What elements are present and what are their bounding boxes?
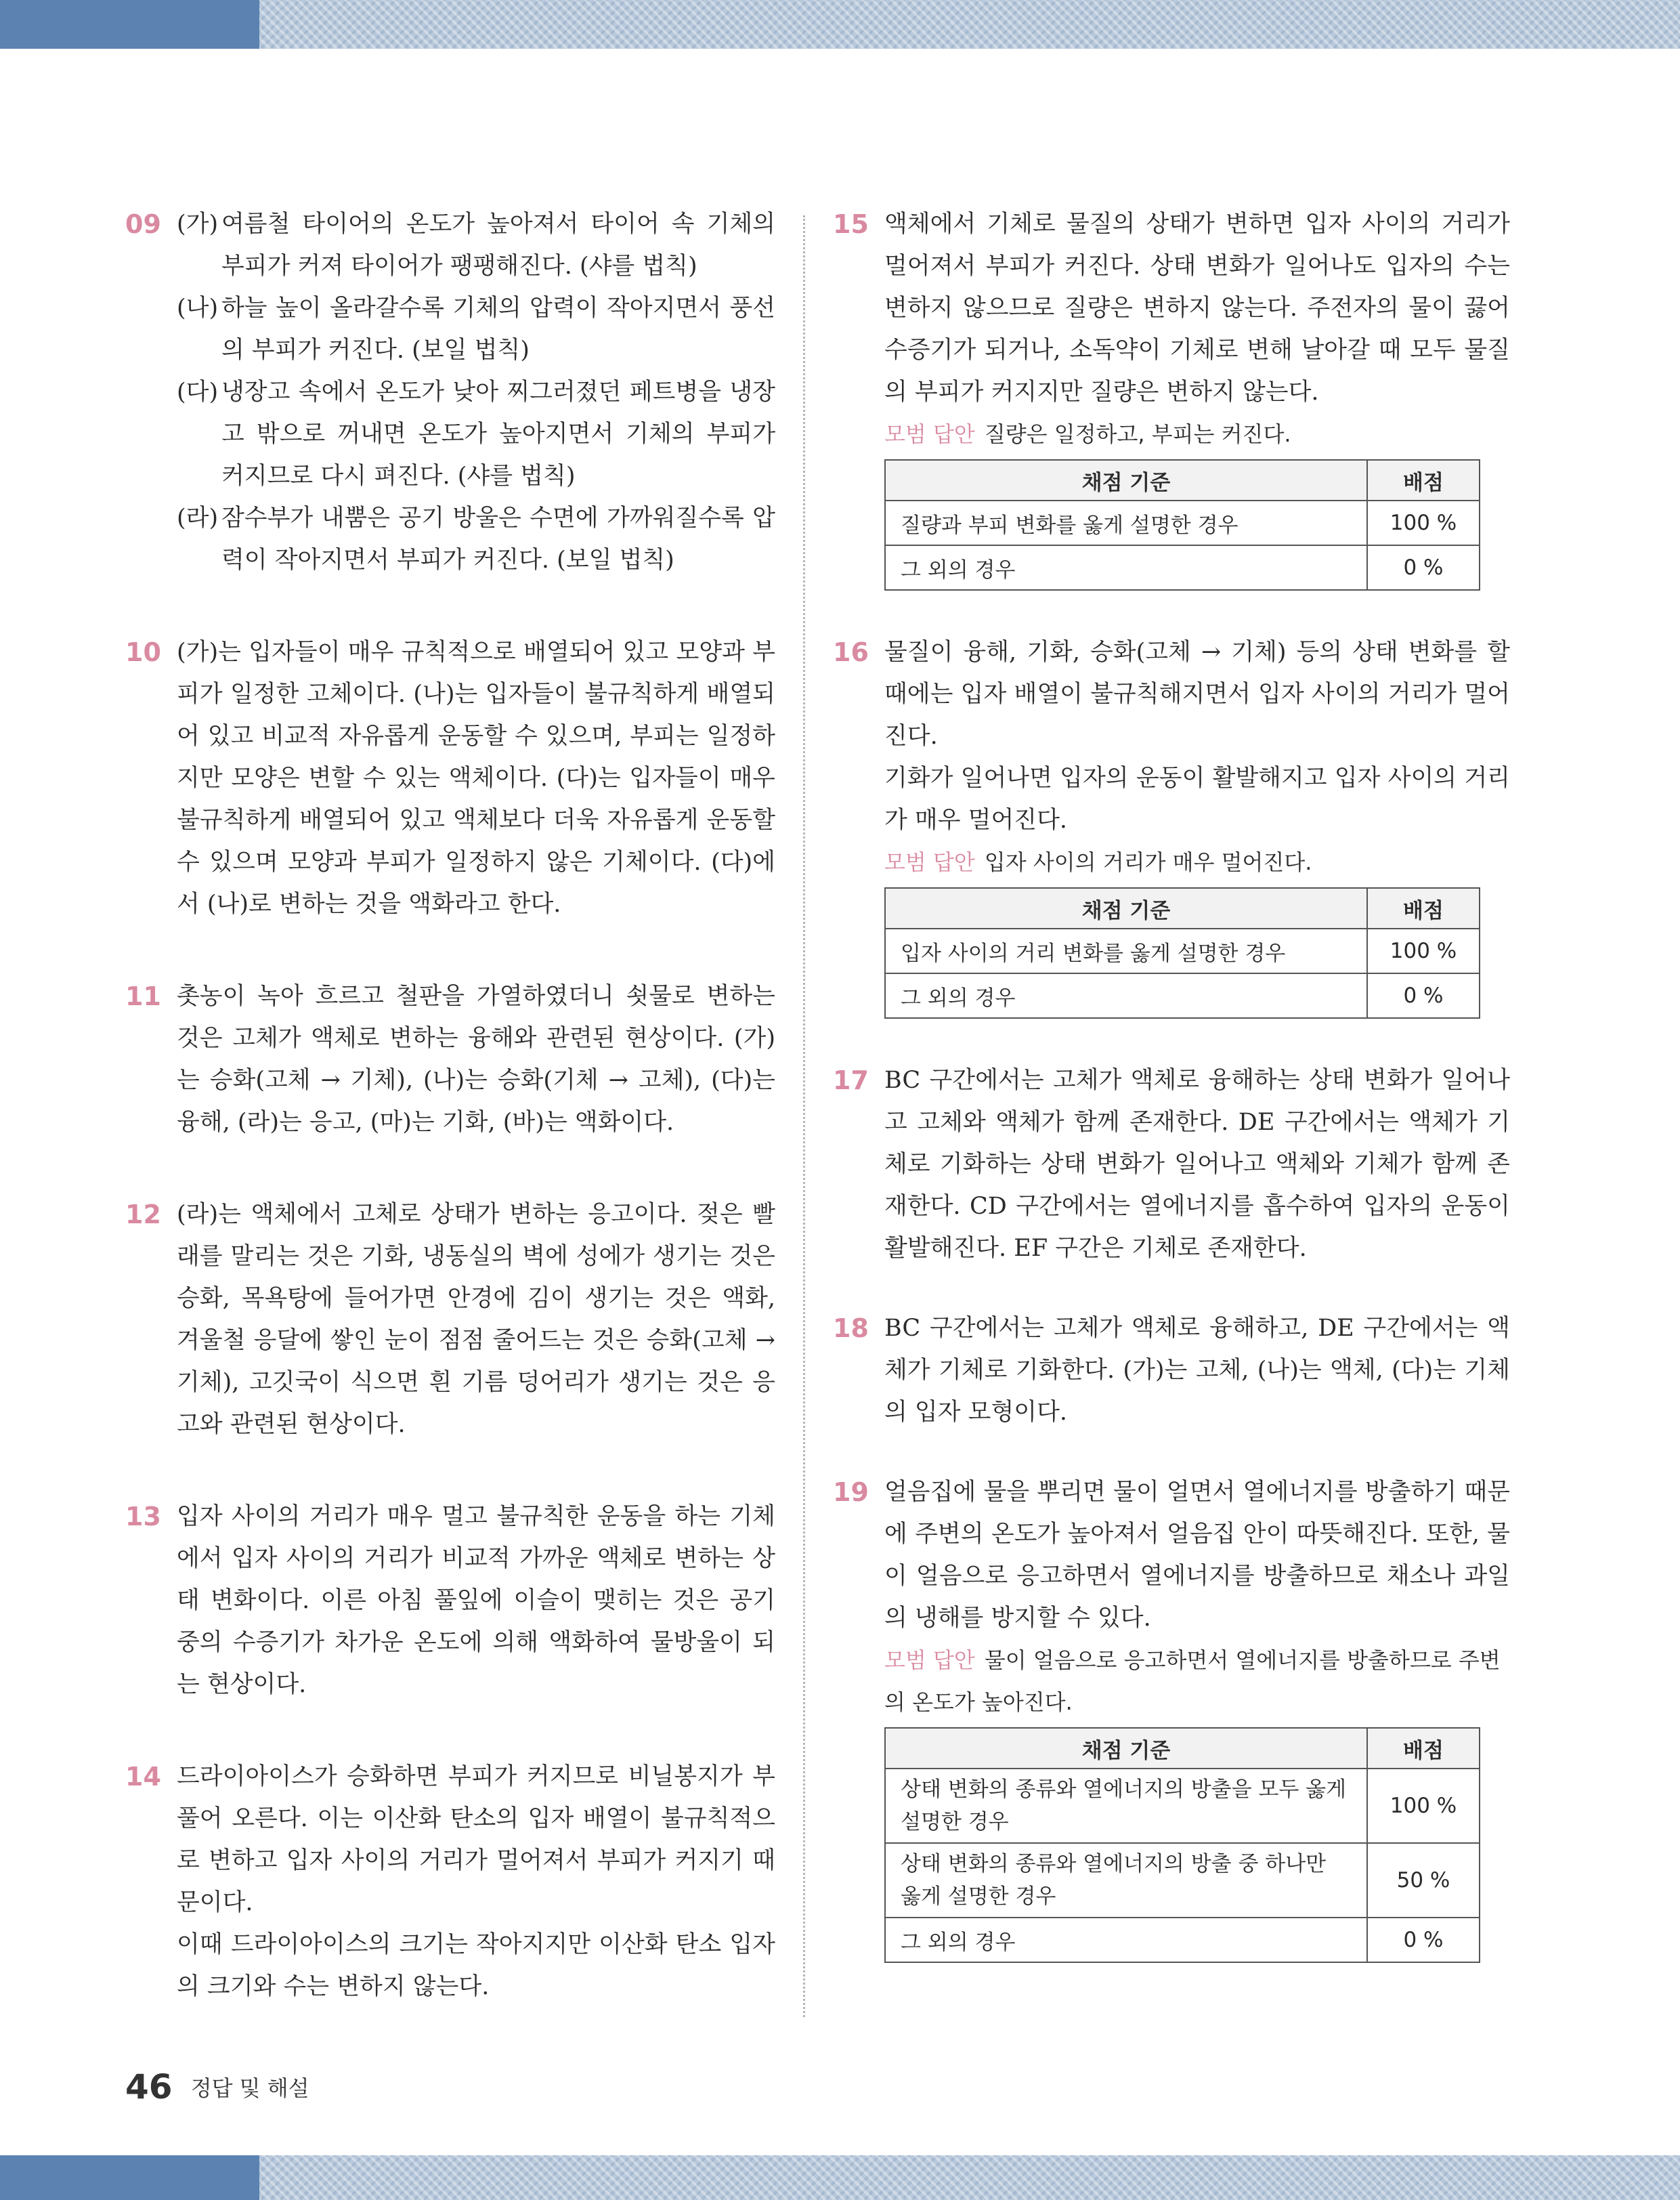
top-decorative-band xyxy=(0,0,1680,49)
item-text: 여름철 타이어의 온도가 높아져서 타이어 속 기체의 부피가 커져 타이어가 팽팽해진다. (샤를 법칙) xyxy=(221,211,775,280)
criteria-header: 채점 기준 xyxy=(885,460,1367,501)
criteria-cell: 그 외의 경우 xyxy=(885,1918,1367,1962)
model-answer xyxy=(884,841,1510,883)
scoring-table xyxy=(884,459,1480,591)
item-marker: (다) xyxy=(177,379,219,406)
points-header: 배점 xyxy=(1367,888,1480,929)
answer-text: BC 구간에서는 고체가 액체로 융해하고, DE 구간에서는 액체가 기체로 기화한다. (가)는 고체, (나)는 액체, (다)는 기체의 입자 모형이다. xyxy=(884,1315,1510,1426)
criteria-cell: 입자 사이의 거리 변화를 옳게 설명한 경우 xyxy=(885,929,1367,973)
answer-18 xyxy=(833,1307,1510,1433)
points-cell: 100 % xyxy=(1367,1769,1480,1843)
model-answer-text: 질량은 일정하고, 부피는 커진다. xyxy=(984,421,1291,447)
answer-09-item-ra xyxy=(177,497,775,581)
left-column xyxy=(125,203,775,2008)
answer-text: 기화가 일어나면 입자의 운동이 활발해지고 입자 사이의 거리가 매우 멀어진다. xyxy=(884,765,1510,834)
points-header: 배점 xyxy=(1367,1728,1480,1769)
scoring-table xyxy=(884,1727,1480,1963)
model-answer-label: 모범 답안 xyxy=(884,1647,975,1673)
answer-11 xyxy=(125,975,775,1143)
model-answer-text: 물이 얼음으로 응고하면서 열에너지를 방출하므로 주변의 온도가 높아진다. xyxy=(884,1647,1501,1715)
answer-09 xyxy=(125,203,775,581)
model-answer-text: 입자 사이의 거리가 매우 멀어진다. xyxy=(984,849,1312,875)
model-answer xyxy=(884,413,1510,455)
question-number: 10 xyxy=(125,637,161,667)
question-number: 13 xyxy=(125,1502,161,1531)
table-row xyxy=(885,1843,1480,1918)
model-answer xyxy=(884,1639,1510,1723)
item-marker: (라) xyxy=(177,505,219,532)
item-text: 잠수부가 내뿜은 공기 방울은 수면에 가까워질수록 압력이 작아지면서 부피가 커진다. (보일 법칙) xyxy=(221,505,775,574)
points-cell: 50 % xyxy=(1367,1843,1480,1918)
answer-16 xyxy=(833,631,1510,1019)
answer-09-item-ga xyxy=(177,203,775,287)
item-text: 냉장고 속에서 온도가 낮아 찌그러졌던 페트병을 냉장고 밖으로 꺼내면 온도가 높아지면서 기체의 부피가 커지므로 다시 펴진다. (샤를 법칙) xyxy=(221,379,775,490)
table-row xyxy=(885,929,1480,973)
table-row xyxy=(885,501,1480,545)
question-number: 17 xyxy=(833,1065,869,1095)
question-number: 15 xyxy=(833,209,869,239)
item-marker: (나) xyxy=(177,295,219,322)
question-number: 09 xyxy=(125,209,161,239)
answer-text: 이때 드라이아이스의 크기는 작아지지만 이산화 탄소 입자의 크기와 수는 변하지 않는다. xyxy=(177,1931,775,2000)
criteria-cell: 질량과 부피 변화를 옳게 설명한 경우 xyxy=(885,501,1367,545)
scoring-table xyxy=(884,887,1480,1019)
model-answer-label: 모범 답안 xyxy=(884,849,975,875)
question-number: 16 xyxy=(833,637,869,667)
column-divider xyxy=(803,215,805,2017)
table-row xyxy=(885,1769,1480,1843)
points-cell: 0 % xyxy=(1367,973,1480,1018)
answer-text: (가)는 입자들이 매우 규칙적으로 배열되어 있고 모양과 부피가 일정한 고체이다. (나)는 입자들이 불규칙하게 배열되어 있고 비교적 자유롭게 운동할 수 있으며, 부피는 일정하지만 모양은 변할 수 있는 액체이다. (다)는 입자들이 매우 불규칙하게 배열되어 있고 액체보다 더욱 자유롭게 운동할 수 있으며 모양과 부피가 일정하지 않은 기체이다. (다)에서 (나)로 변하는 것을 액화라고 한다. xyxy=(177,639,775,918)
question-number: 12 xyxy=(125,1200,161,1229)
answer-text: 드라이아이스가 승화하면 부피가 커지므로 비닐봉지가 부풀어 오른다. 이는 이산화 탄소의 입자 배열이 불규칙적으로 변하고 입자 사이의 거리가 멀어져서 부피가 커지기 때문이다. xyxy=(177,1763,775,1916)
answer-text: 물질이 융해, 기화, 승화(고체 → 기체) 등의 상태 변화를 할 때에는 입자 배열이 불규칙해지면서 입자 사이의 거리가 멀어진다. xyxy=(884,639,1510,750)
answer-15 xyxy=(833,203,1510,591)
item-marker: (가) xyxy=(177,211,219,238)
answer-text: 촛농이 녹아 흐르고 철판을 가열하였더니 쇳물로 변하는 것은 고체가 액체로 변하는 융해와 관련된 현상이다. (가)는 승화(고체 → 기체), (나)는 승화(기체 → 고체), (다)는 융해, (라)는 응고, (마)는 기화, (바)는 액화이다. xyxy=(177,983,775,1136)
answer-text: 액체에서 기체로 물질의 상태가 변하면 입자 사이의 거리가 멀어져서 부피가 커진다. 상태 변화가 일어나도 입자의 수는 변하지 않으므로 질량은 변하지 않는다. 주전자의 물이 끓어 수증기가 되거나, 소독약이 기체로 변해 날아갈 때 모두 물질의 부피가 커지지만 질량은 변하지 않는다. xyxy=(884,211,1510,406)
answer-19 xyxy=(833,1471,1510,1963)
points-cell: 100 % xyxy=(1367,929,1480,973)
answer-10 xyxy=(125,631,775,925)
question-number: 14 xyxy=(125,1762,161,1792)
answer-09-item-na xyxy=(177,287,775,371)
points-cell: 0 % xyxy=(1367,1918,1480,1962)
answer-text: 입자 사이의 거리가 매우 멀고 불규칙한 운동을 하는 기체에서 입자 사이의 거리가 비교적 가까운 액체로 변하는 상태 변화이다. 이른 아침 풀잎에 이슬이 맺히는 것은 공기 중의 수증기가 차가운 온도에 의해 액화하여 물방울이 되는 현상이다. xyxy=(177,1503,775,1698)
points-header: 배점 xyxy=(1367,460,1480,501)
right-column xyxy=(833,203,1510,1963)
page-footer xyxy=(125,2067,309,2107)
answer-text: 얼음집에 물을 뿌리면 물이 얼면서 열에너지를 방출하기 때문에 주변의 온도가 높아져서 얼음집 안이 따뜻해진다. 또한, 물이 얼음으로 응고하면서 열에너지를 방출하므로 채소나 과일의 냉해를 방지할 수 있다. xyxy=(884,1479,1510,1632)
answer-12 xyxy=(125,1193,775,1445)
question-number: 19 xyxy=(833,1477,869,1507)
model-answer-label: 모범 답안 xyxy=(884,421,975,447)
question-number: 18 xyxy=(833,1313,869,1343)
bottom-decorative-band xyxy=(0,2155,1680,2200)
bottom-band-accent xyxy=(0,2155,259,2200)
points-cell: 100 % xyxy=(1367,501,1480,545)
answer-13 xyxy=(125,1496,775,1706)
criteria-header: 채점 기준 xyxy=(885,888,1367,929)
table-row xyxy=(885,545,1480,590)
criteria-cell: 그 외의 경우 xyxy=(885,973,1367,1018)
criteria-cell: 상태 변화의 종류와 열에너지의 방출 중 하나만 옳게 설명한 경우 xyxy=(885,1843,1367,1918)
table-row xyxy=(885,1918,1480,1962)
answer-14 xyxy=(125,1756,775,2008)
table-row xyxy=(885,973,1480,1018)
points-cell: 0 % xyxy=(1367,545,1480,590)
answer-text: BC 구간에서는 고체가 액체로 융해하는 상태 변화가 일어나고 고체와 액체가 함께 존재한다. DE 구간에서는 액체가 기체로 기화하는 상태 변화가 일어나고 액체와 기체가 함께 존재한다. CD 구간에서는 열에너지를 흡수하여 입자의 운동이 활발해진다. EF 구간은 기체로 존재한다. xyxy=(884,1067,1510,1262)
top-band-accent xyxy=(0,0,259,49)
criteria-header: 채점 기준 xyxy=(885,1728,1367,1769)
question-number: 11 xyxy=(125,981,161,1011)
criteria-cell: 상태 변화의 종류와 열에너지의 방출을 모두 옳게 설명한 경우 xyxy=(885,1769,1367,1843)
page-number: 46 xyxy=(125,2067,173,2107)
section-title: 정답 및 해설 xyxy=(190,2075,309,2101)
answer-text: (라)는 액체에서 고체로 상태가 변하는 응고이다. 젖은 빨래를 말리는 것은 기화, 냉동실의 벽에 성에가 생기는 것은 승화, 목욕탕에 들어가면 안경에 김이 생기는 것은 액화, 겨울철 응달에 쌓인 눈이 점점 줄어드는 것은 승화(고체 → 기체), 고깃국이 식으면 흰 기름 덩어리가 생기는 것은 응고와 관련된 현상이다. xyxy=(177,1201,775,1438)
criteria-cell: 그 외의 경우 xyxy=(885,545,1367,590)
item-text: 하늘 높이 올라갈수록 기체의 압력이 작아지면서 풍선의 부피가 커진다. (보일 법칙) xyxy=(221,295,775,364)
answer-17 xyxy=(833,1059,1510,1269)
answer-09-item-da xyxy=(177,371,775,497)
